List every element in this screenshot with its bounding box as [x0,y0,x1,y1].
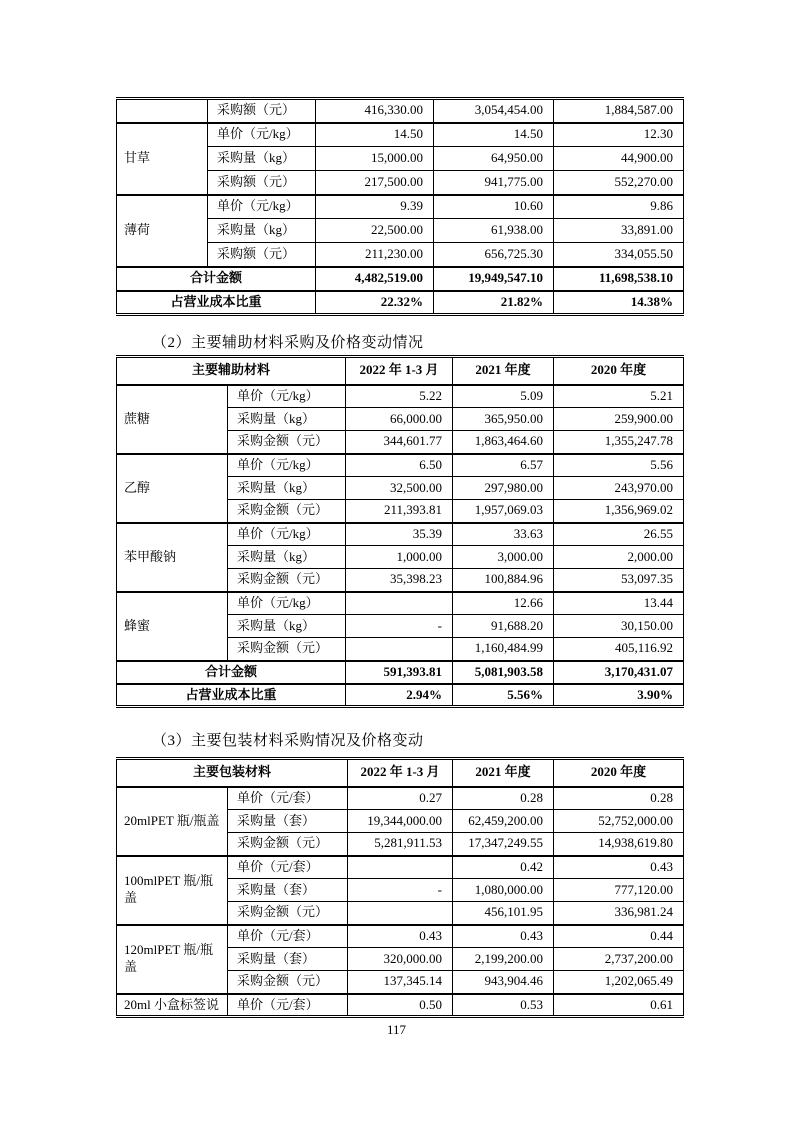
period-column-header: 2020 年度 [554,357,684,385]
value-cell: 1,356,969.02 [554,500,684,523]
material-column-header: 主要包装材料 [117,759,348,787]
total-value-cell: 21.82% [434,291,554,315]
value-cell: 211,393.81 [346,500,453,523]
metric-label-cell: 采购量（kg） [208,219,316,243]
page-number: 117 [386,1022,407,1037]
table-row [117,523,684,546]
table-header-row [117,759,684,787]
value-cell: 22,500.00 [316,219,434,243]
metric-label-cell: 采购量（kg） [228,546,346,569]
metric-label-cell: 采购量（kg） [228,615,346,638]
value-cell: 405,116.92 [554,638,684,661]
value-cell: 2,000.00 [554,546,684,569]
material-name-cell: 20ml 小盒标签说 [117,994,228,1017]
value-cell: 10.60 [434,195,554,219]
value-cell: 0.43 [348,925,453,948]
period-column-header: 2022 年 1-3 月 [348,759,453,787]
material-name-cell: 蜂蜜 [117,592,228,661]
value-cell: 15,000.00 [316,147,434,171]
material-column-header: 主要辅助材料 [117,357,346,385]
table-row [117,454,684,477]
metric-label-cell: 采购额（元） [208,99,316,123]
material-name-cell: 100mlPET 瓶/瓶盖 [117,856,228,925]
metric-label-cell: 单价（元/套） [228,787,348,810]
value-cell: 17,347,249.55 [453,833,554,856]
value-cell: 456,101.95 [453,902,554,925]
metric-label-cell: 采购量（套） [228,879,348,902]
metric-label-cell: 采购金额（元） [228,569,346,592]
metric-label-cell: 采购量（kg） [228,408,346,431]
period-column-header: 2022 年 1-3 月 [346,357,453,385]
metric-label-cell: 单价（元/kg） [208,123,316,147]
metric-label-cell: 采购金额（元） [228,638,346,661]
section-heading-auxiliary-materials: （2）主要辅助材料采购及价格变动情况 [152,335,424,351]
value-cell: 13.44 [554,592,684,615]
value-cell: 1,355,247.78 [554,431,684,454]
value-cell: 5.21 [554,385,684,408]
value-cell: 19,344,000.00 [348,810,453,833]
value-cell: 66,000.00 [346,408,453,431]
metric-label-cell: 单价（元/套） [228,994,348,1017]
value-cell: 5.22 [346,385,453,408]
material-name-cell: 苯甲酸钠 [117,523,228,592]
total-row [117,661,684,684]
table-header-row [117,357,684,385]
value-cell: 0.43 [453,925,554,948]
metric-label-cell: 单价（元/套） [228,856,348,879]
total-row [117,684,684,707]
metric-label-cell: 采购金额（元） [228,902,348,925]
metric-label-cell: 单价（元/kg） [228,385,346,408]
table-row [117,787,684,810]
total-value-cell: 5.56% [453,684,554,707]
value-cell: 0.53 [453,994,554,1017]
period-column-header: 2021 年度 [453,759,554,787]
value-cell: 26.55 [554,523,684,546]
total-label-cell: 合计金额 [117,267,316,291]
metric-label-cell: 采购量（套） [228,948,348,971]
value-cell [346,592,453,615]
total-value-cell: 3.90% [554,684,684,707]
total-value-cell: 11,698,538.10 [554,267,684,291]
metric-label-cell: 单价（元/kg） [208,195,316,219]
value-cell: 62,459,200.00 [453,810,554,833]
value-cell: 53,097.35 [554,569,684,592]
material-name-cell: 乙醇 [117,454,228,523]
value-cell: 1,884,587.00 [554,99,684,123]
value-cell: 44,900.00 [554,147,684,171]
total-label-cell: 合计金额 [117,661,346,684]
value-cell: 552,270.00 [554,171,684,195]
metric-label-cell: 单价（元/kg） [228,454,346,477]
section-heading-packaging-materials: （3）主要包装材料采购情况及价格变动 [152,733,424,749]
table-row [117,994,684,1017]
value-cell: 259,900.00 [554,408,684,431]
total-row [117,291,684,315]
metric-label-cell: 单价（元/kg） [228,523,346,546]
value-cell: 0.28 [554,787,684,810]
metric-label-cell: 采购量（kg） [208,147,316,171]
metric-label-cell: 采购额（元） [208,171,316,195]
value-cell: 32,500.00 [346,477,453,500]
value-cell: 416,330.00 [316,99,434,123]
value-cell: 3,054,454.00 [434,99,554,123]
raw-materials-table-continued [116,97,684,316]
metric-label-cell: 采购量（套） [228,810,348,833]
total-value-cell: 5,081,903.58 [453,661,554,684]
value-cell: 1,863,464.60 [453,431,554,454]
value-cell: 14.50 [434,123,554,147]
total-value-cell: 2.94% [346,684,453,707]
metric-label-cell: 采购金额（元） [228,500,346,523]
value-cell: 0.28 [453,787,554,810]
table-row [117,99,684,123]
value-cell: 33,891.00 [554,219,684,243]
value-cell: 5,281,911.53 [348,833,453,856]
value-cell: 6.50 [346,454,453,477]
value-cell: 217,500.00 [316,171,434,195]
metric-label-cell: 采购金额（元） [228,431,346,454]
value-cell: 61,938.00 [434,219,554,243]
value-cell: - [348,879,453,902]
total-value-cell: 3,170,431.07 [554,661,684,684]
value-cell: 336,981.24 [554,902,684,925]
value-cell: 1,000.00 [346,546,453,569]
value-cell: 137,345.14 [348,971,453,994]
table-row [117,123,684,147]
value-cell: 6.57 [453,454,554,477]
value-cell: 0.27 [348,787,453,810]
value-cell: 1,160,484.99 [453,638,554,661]
value-cell: 941,775.00 [434,171,554,195]
total-value-cell: 19,949,547.10 [434,267,554,291]
total-label-cell: 占营业成本比重 [117,291,316,315]
value-cell: 211,230.00 [316,243,434,267]
material-name-cell: 20mlPET 瓶/瓶盖 [117,787,228,856]
value-cell: 2,737,200.00 [554,948,684,971]
auxiliary-materials-table [116,355,684,708]
table-row [117,385,684,408]
value-cell: 1,080,000.00 [453,879,554,902]
value-cell: - [346,615,453,638]
metric-label-cell: 采购量（kg） [228,477,346,500]
material-name-cell: 甘草 [117,123,208,195]
table-row [117,195,684,219]
value-cell: 243,970.00 [554,477,684,500]
metric-label-cell: 采购额（元） [208,243,316,267]
value-cell: 0.44 [554,925,684,948]
total-value-cell: 591,393.81 [346,661,453,684]
total-value-cell: 4,482,519.00 [316,267,434,291]
value-cell: 5.56 [554,454,684,477]
value-cell: 1,957,069.03 [453,500,554,523]
table-row [117,925,684,948]
value-cell: 334,055.50 [554,243,684,267]
packaging-materials-table [116,757,684,1018]
value-cell: 9.39 [316,195,434,219]
value-cell: 365,950.00 [453,408,554,431]
value-cell: 344,601.77 [346,431,453,454]
total-value-cell: 14.38% [554,291,684,315]
material-name-cell: 薄荷 [117,195,208,267]
value-cell: 100,884.96 [453,569,554,592]
value-cell: 3,000.00 [453,546,554,569]
value-cell: 64,950.00 [434,147,554,171]
period-column-header: 2021 年度 [453,357,554,385]
material-name-cell [117,99,208,123]
value-cell: 0.43 [554,856,684,879]
value-cell: 35,398.23 [346,569,453,592]
metric-label-cell: 采购金额（元） [228,833,348,856]
value-cell [348,856,453,879]
material-name-cell: 蔗糖 [117,385,228,454]
value-cell: 656,725.30 [434,243,554,267]
value-cell: 943,904.46 [453,971,554,994]
value-cell: 0.61 [554,994,684,1017]
total-label-cell: 占营业成本比重 [117,684,346,707]
metric-label-cell: 单价（元/套） [228,925,348,948]
metric-label-cell: 单价（元/kg） [228,592,346,615]
value-cell: 777,120.00 [554,879,684,902]
period-column-header: 2020 年度 [554,759,684,787]
value-cell: 33.63 [453,523,554,546]
material-name-cell: 120mlPET 瓶/瓶盖 [117,925,228,994]
value-cell: 91,688.20 [453,615,554,638]
metric-label-cell: 采购金额（元） [228,971,348,994]
value-cell: 14.50 [316,123,434,147]
value-cell: 9.86 [554,195,684,219]
total-value-cell: 22.32% [316,291,434,315]
value-cell [348,902,453,925]
value-cell [346,638,453,661]
total-row [117,267,684,291]
value-cell: 0.50 [348,994,453,1017]
value-cell: 14,938,619.80 [554,833,684,856]
value-cell: 297,980.00 [453,477,554,500]
table-row [117,592,684,615]
value-cell: 320,000.00 [348,948,453,971]
value-cell: 52,752,000.00 [554,810,684,833]
value-cell: 12.30 [554,123,684,147]
value-cell: 35.39 [346,523,453,546]
value-cell: 0.42 [453,856,554,879]
table-row [117,856,684,879]
value-cell: 12.66 [453,592,554,615]
value-cell: 1,202,065.49 [554,971,684,994]
value-cell: 2,199,200.00 [453,948,554,971]
value-cell: 30,150.00 [554,615,684,638]
value-cell: 5.09 [453,385,554,408]
